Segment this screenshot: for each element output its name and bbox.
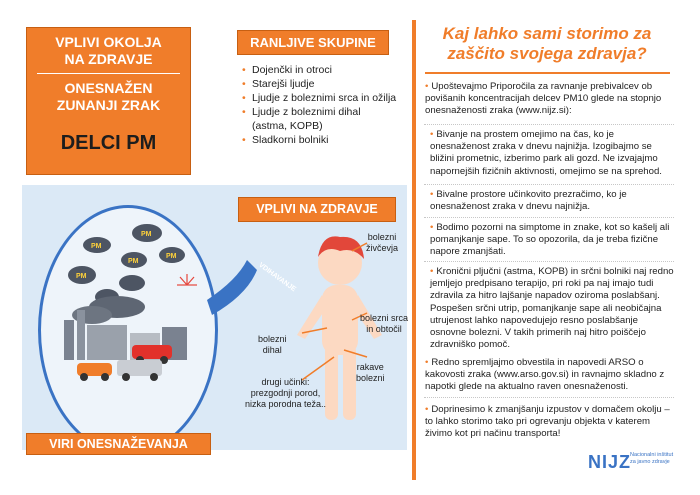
list-item: • Ljudje z boleznimi dihal [242, 105, 402, 119]
tip-item: • Kronični pljučni (astma, KOPB) in srčni bolniki naj redno jemljejo predpisano terapijo, pri roki pa naj imajo tudi zdravila za hitro lajšanje napadov oziroma poslabšanj. Pospešen srčni utrip, pomanjkanje sape ali neobičajna utrujenost lahko napovedujejo resno poslabšanje osnovne bolezni. V takih primerih naj hitro poiščejo zdravniško pomoč. [430, 266, 675, 351]
vulnerable-heading: RANLJIVE SKUPINE [237, 30, 389, 55]
health-effects-heading: VPLIVI NA ZDRAVJE [238, 197, 396, 222]
vertical-divider [412, 20, 416, 480]
illustration-art [22, 185, 407, 455]
pm-clouds-icon [68, 224, 185, 305]
list-item: • Starejši ljudje [242, 77, 402, 91]
label-other-effects: drugi učinki: prezgodnji porod, nizka porodna teža.. [245, 377, 327, 409]
list-item-continuation: (astma, KOPB) [252, 120, 323, 132]
fireworks-icon [177, 274, 197, 285]
label-heart: bolezni srca in obtočil [360, 313, 409, 334]
label-cancer: rakave bolezni [356, 362, 385, 383]
pm-cloud-label: PM [91, 243, 102, 250]
title-box [26, 27, 191, 175]
tip-item: • Bodimo pozorni na simptome in znake, kot so kašelj ali pomanjkanje sape. To so opozorila, da je treba fizične napore zmanjšati. [430, 222, 675, 259]
vulnerable-list [242, 63, 402, 147]
pm-cloud-label: PM [128, 258, 139, 265]
logo-mark: NIJZ [588, 452, 632, 472]
inhalation-arrow-icon [207, 260, 257, 315]
title-pm: DELCI PM [60, 132, 157, 154]
list-item: • Dojenčki in otroci [242, 63, 402, 77]
pm-cloud-label: PM [141, 231, 152, 238]
list-item: • Sladkorni bolniki [242, 133, 402, 147]
inhalation-label: VDIHAVANJE [257, 261, 297, 294]
list-item: • Ljudje z boleznimi srca in ožilja [242, 91, 402, 105]
right-title: Kaj lahko sami storimo za zaščito svojega zdravja? [442, 24, 652, 63]
pm-cloud-label: PM [76, 273, 87, 280]
right-intro: • Upoštevajmo Priporočila za ravnanje prebivalcev ob povišanih koncentracijah delcev PM10 glede na stopnjo onesnaženosti zraka (www.nijz.si): [425, 81, 675, 118]
nijz-logo [588, 448, 678, 476]
pm-cloud-label: PM [166, 253, 177, 260]
title-divider [37, 73, 180, 74]
label-respiratory: bolezni dihal [258, 334, 287, 355]
label-nervous: bolezni živčevja [366, 232, 399, 253]
sources-heading: VIRI ONESNAŽEVANJA [26, 433, 211, 455]
tip-item: • Bivanje na prostem omejimo na čas, ko je onesnaženost zraka v dnevu najnižja. Izogibajmo se bližini prometnic, izberimo park ali gozd. Ne izvajajmo napornejših fizičnih aktivnosti, omejimo se na sprehod. [430, 129, 675, 178]
right-title-underline [425, 72, 670, 74]
tip-item: • Bivalne prostore učinkovito prezračimo, ko je onesnaženost zraka v dnevu najnižja. [430, 189, 675, 213]
title-topic: ONESNAŽEN ZUNANJI ZRAK [56, 80, 161, 113]
logo-subtitle: Nacionalni inštitut za javno zdravje [630, 452, 674, 465]
title-main: VPLIVI OKOLJA NA ZDRAVJE [55, 34, 162, 67]
extra-item: • Redno spremljajmo obvestila in napovedi ARSO o kakovosti zraka (www.arso.gov.si) in ravnajmo skladno z napotki glede na aktualno raven onesnaženosti. [425, 357, 675, 394]
extra-item: • Doprinesimo k zmanjšanju izpustov v domačem okolju – to lahko storimo tako pri ogrevanju objekta v katerem živimo kot pri načinu transporta! [425, 404, 675, 441]
